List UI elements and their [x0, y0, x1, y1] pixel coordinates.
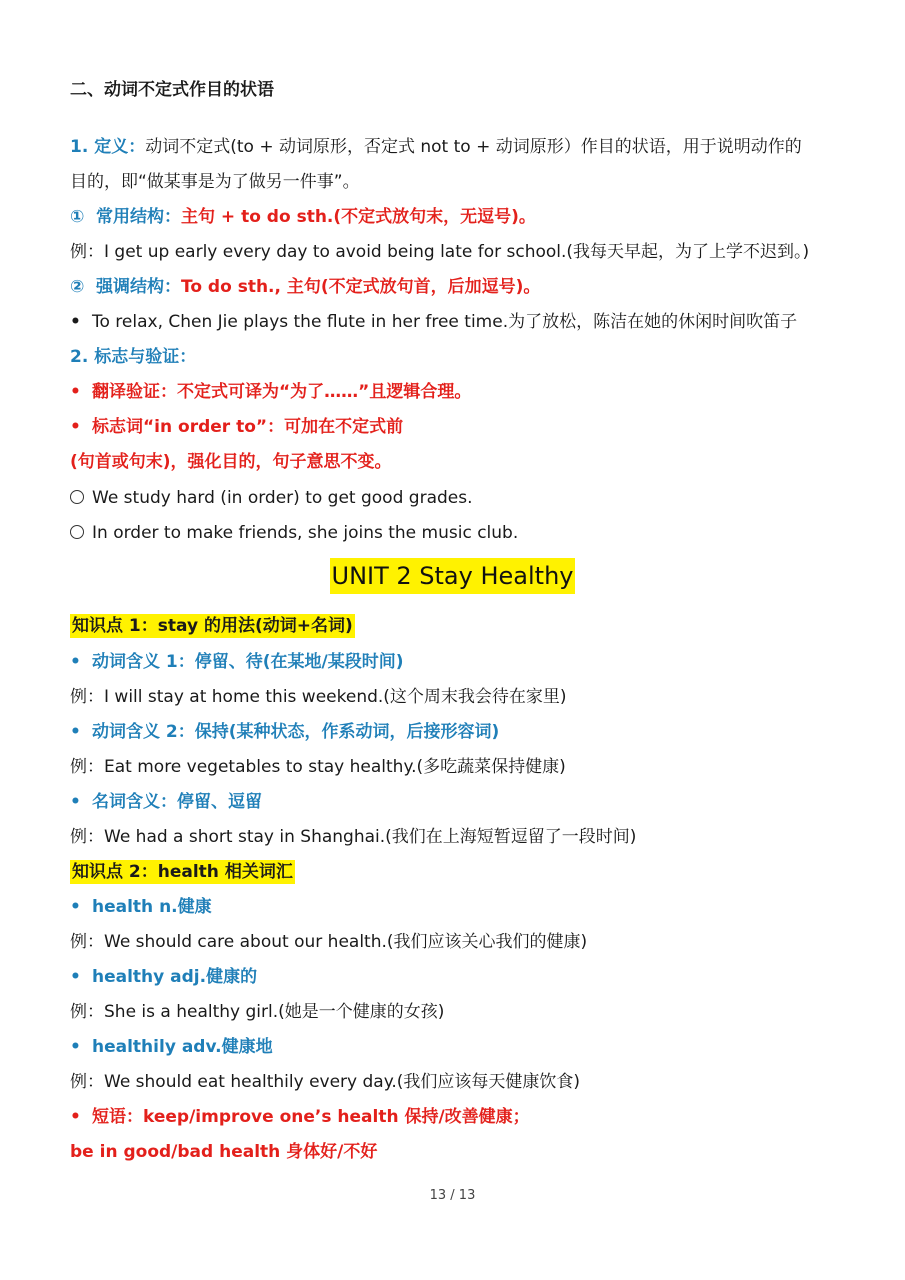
point-1-example-2: 例：Eat more vegetables to stay healthy.(多吃蔬菜保持健康): [70, 757, 566, 777]
point-1-example-3: 例：We had a short stay in Shanghai.(我们在上海短暂逗留了一段时间): [70, 827, 637, 847]
section-title: 二、动词不定式作目的状语: [70, 80, 274, 100]
sign-2: [70, 415, 865, 439]
point-1-item-3-label: 名词含义：停留、逗留: [92, 792, 262, 812]
bullet-icon: •: [70, 312, 81, 332]
unit-title: [0, 558, 905, 594]
point-1-example-1: 例：I will stay at home this weekend.(这个周末我会待在家里): [70, 687, 567, 707]
bullet-icon: •: [70, 652, 81, 672]
point-2-example-3: 例：We should eat healthily every day.(我们应该每天健康饮食): [70, 1072, 581, 1092]
point-2-item-3: [70, 1035, 865, 1059]
sign-2-continued: (句首或句末)，强化目的，句子意思不变。: [70, 452, 392, 472]
page-number: 13 / 13: [429, 1188, 476, 1203]
example-2-text: To relax, Chen Jie plays the flute in her free time.为了放松，陈洁在她的休闲时间吹笛子: [92, 312, 798, 332]
structure-2-text: To do sth., 主句(不定式放句首，后加逗号)。: [181, 277, 541, 297]
point-2-item-1: [70, 895, 865, 919]
point-1-item-1-label: 动词含义 1：停留、待(在某地/某段时间): [92, 652, 404, 672]
example-1: 例：I get up early every day to avoid being late for school.(我每天早起，为了上学不迟到。): [70, 242, 810, 262]
definition-label: 1. 定义：: [70, 137, 146, 157]
definition-text-1: 动词不定式(to + 动词原形，否定式 not to + 动词原形）作目的状语，用于说明动作的: [145, 137, 802, 157]
point-2-heading: [70, 860, 865, 884]
unit-title-text: UNIT 2 Stay Healthy: [330, 558, 576, 594]
point-2-example-2: 例：She is a healthy girl.(她是一个健康的女孩): [70, 1002, 445, 1022]
point-1-heading: [70, 614, 865, 638]
point-1-item-2: [70, 720, 865, 744]
structure-1-text: 主句 + to do sth.(不定式放句末，无逗号)。: [181, 207, 536, 227]
bullet-icon: •: [70, 897, 81, 917]
point-1-heading-text: 知识点 1：stay 的用法(动词+名词): [72, 616, 353, 636]
bullet-icon: •: [70, 722, 81, 742]
bullet-icon: •: [70, 1107, 81, 1127]
bullet-icon: •: [70, 967, 81, 987]
bullet-icon: •: [70, 792, 81, 812]
circle-example-1-text: We study hard (in order) to get good grades.: [92, 488, 473, 508]
point-1-item-3: [70, 790, 865, 814]
structure-2-label: 强调结构：: [96, 277, 181, 297]
phrase-line-1-text: 短语：keep/improve one’s health 保持/改善健康；: [92, 1107, 530, 1127]
circle-example-1: [70, 486, 865, 510]
hollow-circle-icon: [70, 525, 84, 539]
sign-2-text: 标志词“in order to”：可加在不定式前: [92, 417, 404, 437]
bullet-icon: •: [70, 417, 81, 437]
point-2-item-2: [70, 965, 865, 989]
point-2-example-1: 例：We should care about our health.(我们应该关心我们的健康): [70, 932, 588, 952]
bullet-icon: •: [70, 1037, 81, 1057]
circle-example-2: [70, 521, 865, 545]
phrase-line-2: be in good/bad health 身体好/不好: [70, 1142, 378, 1162]
phrase-line-1: [70, 1105, 865, 1129]
definition-line-2: 目的，即“做某事是为了做另一件事”。: [70, 172, 360, 192]
example-2: [70, 310, 865, 334]
point-2-item-2-label: healthy adj.健康的: [92, 967, 258, 987]
sign-1-text: 翻译验证：不定式可译为“为了……”且逻辑合理。: [92, 382, 472, 402]
sign-1: [70, 380, 865, 404]
circle-number-2: ②: [70, 277, 85, 297]
point-1-item-1: [70, 650, 865, 674]
point-1-item-2-label: 动词含义 2：保持(某种状态，作系动词，后接形容词): [92, 722, 500, 742]
circle-example-2-text: In order to make friends, she joins the music club.: [92, 523, 519, 543]
structure-1-label: 常用结构：: [96, 207, 181, 227]
circle-number-1: ①: [70, 207, 85, 227]
definition-line-1: [70, 135, 865, 159]
point-2-item-1-label: health n.健康: [92, 897, 212, 917]
point-2-heading-text: 知识点 2：health 相关词汇: [72, 862, 293, 882]
structure-1: [70, 205, 865, 229]
bullet-icon: •: [70, 382, 81, 402]
structure-2: [70, 275, 865, 299]
signs-heading: 2. 标志与验证：: [70, 347, 197, 367]
point-2-item-3-label: healthily adv.健康地: [92, 1037, 273, 1057]
hollow-circle-icon: [70, 490, 84, 504]
